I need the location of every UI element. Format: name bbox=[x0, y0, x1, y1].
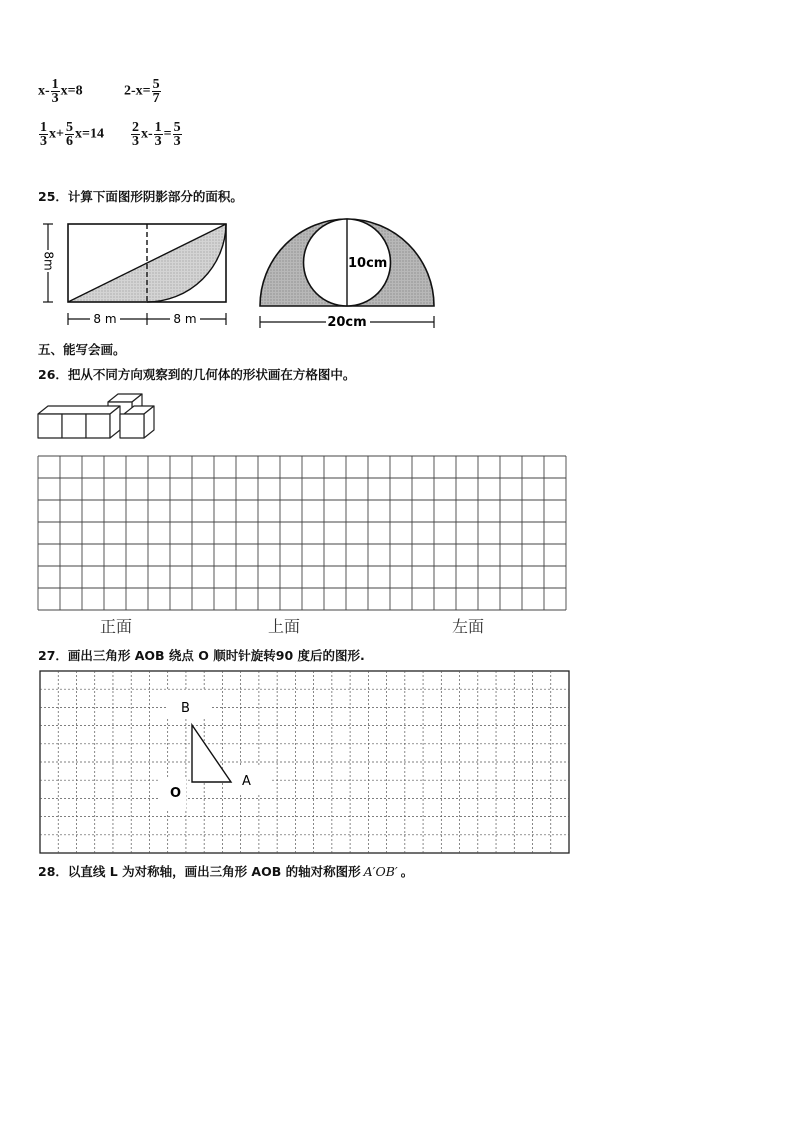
eq3-part-a: x+ bbox=[49, 126, 64, 142]
q25-width-label-right: 8 m bbox=[173, 312, 197, 326]
eq2-frac-den: 7 bbox=[152, 91, 160, 106]
q25-rectangle-figure bbox=[38, 212, 243, 330]
eq1-fraction bbox=[51, 78, 60, 105]
eq3-part-b: x=14 bbox=[74, 126, 104, 142]
q27-dotted-grid bbox=[38, 669, 571, 855]
eq4-part-b: = bbox=[163, 126, 172, 142]
eq4-frac3-num: 5 bbox=[173, 120, 181, 135]
eq3-frac2-den: 6 bbox=[65, 134, 73, 149]
eq3-frac2-num: 5 bbox=[65, 120, 73, 135]
eq3-fraction-2 bbox=[65, 121, 74, 148]
eq4-frac3-den: 3 bbox=[173, 134, 181, 149]
question-28 bbox=[38, 862, 413, 880]
q26-label-front: 正面 bbox=[100, 617, 133, 636]
section-5-heading: 五、能写会画。 bbox=[38, 342, 126, 357]
eq4-frac1-num: 2 bbox=[132, 120, 139, 135]
q26-label-top: 上面 bbox=[268, 617, 301, 636]
q25-semicircle-figure bbox=[252, 212, 442, 330]
q28-text: 28．以直线 L 为对称轴，画出三角形 AOB 的轴对称图形 bbox=[38, 864, 361, 879]
q25-height-label: 8m bbox=[41, 251, 56, 271]
eq2-frac-num: 5 bbox=[152, 77, 160, 92]
eq4-part-a: x- bbox=[141, 126, 153, 142]
eq2-part-a: 2-x= bbox=[124, 83, 151, 99]
eq4-fraction-1 bbox=[131, 121, 140, 148]
equation-1 bbox=[38, 78, 83, 105]
eq4-frac2-num: 1 bbox=[154, 120, 162, 135]
eq4-fraction-2 bbox=[154, 121, 163, 148]
q26-square-grid bbox=[36, 454, 570, 614]
eq1-part-a: x- bbox=[38, 83, 50, 99]
q25-width-label-left: 8 m bbox=[93, 312, 117, 326]
question-26: 26．把从不同方向观察到的几何体的形状画在方格图中。 bbox=[38, 367, 356, 382]
eq1-frac-num: 1 bbox=[51, 77, 59, 92]
question-27: 27．画出三角形 AOB 绕点 O 顺时针旋转90 度后的图形. bbox=[38, 648, 365, 663]
eq3-frac1-num: 1 bbox=[40, 120, 47, 135]
q26-cube-solid bbox=[36, 392, 156, 446]
q25-semicircle-width-label: 20cm bbox=[327, 315, 367, 330]
triangle-aob bbox=[192, 725, 231, 782]
equation-3 bbox=[38, 121, 104, 148]
eq2-fraction bbox=[152, 78, 161, 105]
point-o-label: O bbox=[170, 786, 182, 801]
equation-4 bbox=[130, 121, 183, 148]
eq4-fraction-3 bbox=[173, 121, 182, 148]
q28-math: A′OB′ bbox=[363, 864, 398, 879]
point-b-label: B bbox=[181, 701, 190, 716]
eq1-part-b: x=8 bbox=[60, 83, 83, 99]
point-a-label: A bbox=[242, 774, 251, 789]
eq3-fraction-1 bbox=[39, 121, 48, 148]
equation-2 bbox=[124, 78, 162, 105]
q25-circle-label: 10cm bbox=[348, 256, 388, 271]
q28-text-end: 。 bbox=[400, 864, 414, 879]
eq4-frac2-den: 3 bbox=[154, 134, 162, 149]
eq3-frac1-den: 3 bbox=[40, 134, 47, 149]
q26-label-left: 左面 bbox=[452, 617, 485, 636]
question-25: 25．计算下面图形阴影部分的面积。 bbox=[38, 189, 243, 204]
eq4-frac1-den: 3 bbox=[132, 134, 139, 149]
eq1-frac-den: 3 bbox=[51, 91, 59, 106]
